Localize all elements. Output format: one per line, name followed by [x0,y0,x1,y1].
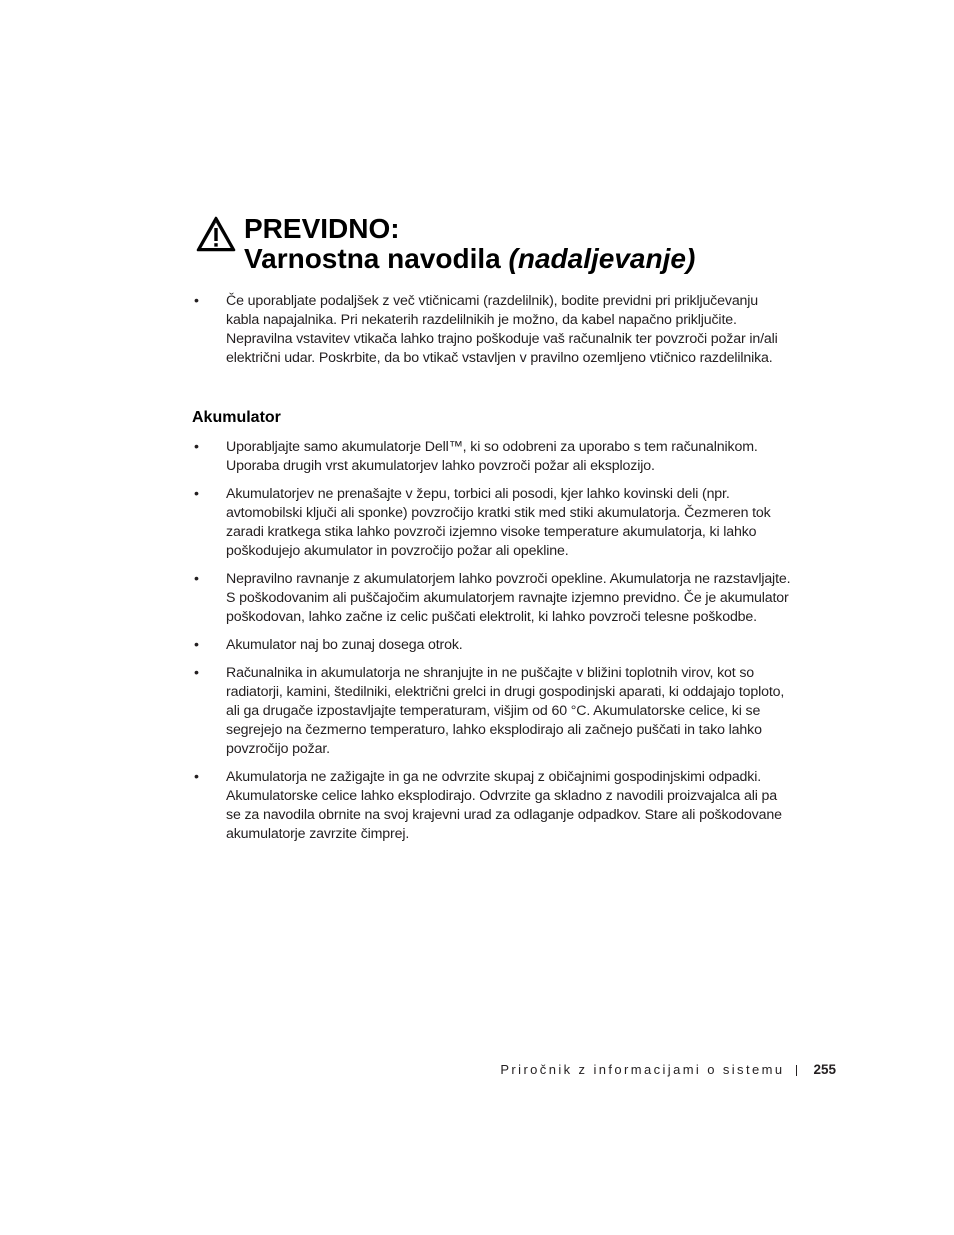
list-item-text: Akumulatorjev ne prenašajte v žepu, torbici ali posodi, kjer lahko kovinski deli (npr. avtomobilski ključi ali sponke) povzročijo kratki stik med stiki akumulatorja. Čezmeren tok zaradi kratkega stika lahko povzroči izjemno visoke temperature akumulatorja, ki lahko poškodujejo akumulator in povzročijo požar ali opekline. [226,486,771,559]
bullet-icon: • [194,486,199,502]
list-item-text: Računalnika in akumulatorja ne shranjujte in ne puščajte v bližini toplotnih virov, kot so radiatorji, kamini, štedilniki, električni grelci in drugi gospodinjski aparati, ki oddajajo toploto, ali ga drugače izpostavljajte temperaturam, višjim od 60 °C. Akumulatorske celice, ki se segrejejo na čezmerno temperaturo, lahko eksplodirajo ali začnejo puščati in tako lahko povzročijo požar. [226,665,785,757]
list-item-text: Če uporabljate podaljšek z več vtičnicami (razdelilnik), bodite previdni pri priključevanju kabla napajalnika. Pri nekaterih razdelilnikih je možno, da kabel napačno priključite. Nepravilna vstavitev vtikača lahko trajno poškoduje vaš računalnik ter povzroči požar in/ali električni udar. Poskrbite, da bo vtikač vstavljen v pravilno ozemljeno vtičnico razdelilnika. [226,293,778,366]
list-item-text: Nepravilno ravnanje z akumulatorjem lahko povzroči opekline. Akumulatorja ne razstavljajte. S poškodovanim ali puščajočim akumulatorjem ravnajte izjemno previdno. Če je akumulator poškodovan, lahko začne iz celic puščati elektrolit, ki lahko povzroči telesne poškodbe. [226,571,791,625]
warning-triangle-icon [196,216,236,252]
battery-bullet-list [194,438,794,853]
title-line-2-italic: (nadaljevanje) [508,243,696,274]
list-item [194,570,794,627]
bullet-icon: • [194,439,199,455]
intro-bullet-list [194,292,794,368]
list-item [194,292,794,368]
bullet-icon: • [194,769,199,785]
page-footer [500,1061,836,1079]
list-item [194,664,794,759]
bullet-icon: • [194,637,199,653]
title-line-1: PREVIDNO: [244,213,400,244]
list-item [194,636,794,655]
list-item-text: Akumulator naj bo zunaj dosega otrok. [226,637,463,653]
page-number: 255 [813,1062,836,1077]
page-title [196,214,695,274]
bullet-icon: • [194,665,199,681]
caution-heading [196,214,695,274]
list-item [194,485,794,561]
list-item-text: Uporabljajte samo akumulatorje Dell™, ki so odobreni za uporabo s tem računalnikom. Uporaba drugih vrst akumulatorjev lahko povzroči požar ali eksplozijo. [226,439,758,474]
section-heading: Akumulator [192,409,281,426]
bullet-icon: • [194,571,199,587]
footer-manual-title: Priročnik z informacijami o sistemu [500,1062,785,1077]
title-line-2: Varnostna navodila [244,243,509,274]
list-item [194,438,794,476]
list-item [194,768,794,844]
bullet-icon: • [194,293,199,309]
list-item-text: Akumulatorja ne zažigajte in ga ne odvrzite skupaj z običajnimi gospodinjskimi odpadki. Akumulatorske celice lahko eksplodirajo. Odvrzite ga skladno z navodili proizvajalca ali pa se za navodila obrnite na svoj krajevni urad za odlaganje odpadkov. Stare ali poškodovane akumulatorje zavrzite čimprej. [226,769,782,842]
footer-separator [796,1065,797,1076]
